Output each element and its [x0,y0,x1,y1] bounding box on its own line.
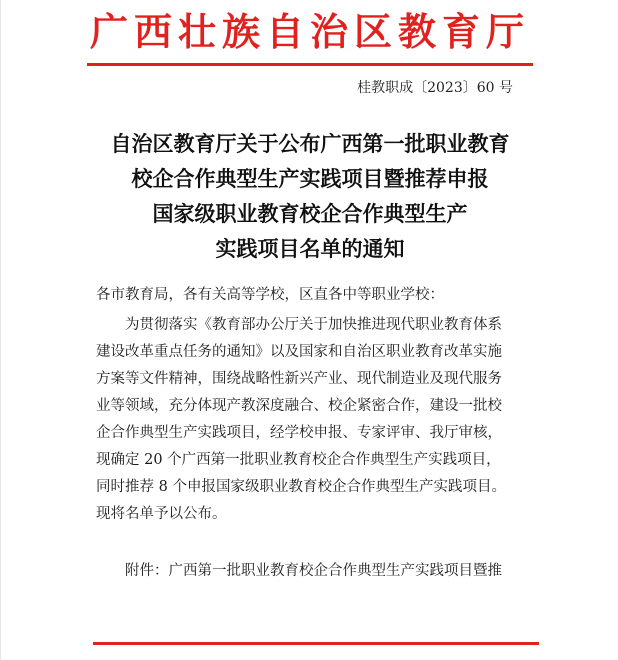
title-line: 校企合作典型生产实践项目暨推荐申报 [131,166,489,191]
salutation: 各市教育局，各有关高等学校，区直各中等职业学校： [96,287,444,303]
masthead-title: 广西壮族自治区教育厅 [89,9,530,54]
body-paragraph [96,312,536,528]
body-line: 现将名单予以公布。 [96,506,227,522]
notice-title [61,126,559,266]
title-line: 国家级职业教育校企合作典型生产 [152,201,468,226]
footer-red-rule [93,642,539,645]
document-number: 桂教职成〔2023〕60 号 [357,80,513,96]
body-line: 企合作典型生产实践项目，经学校申报、专家评审、我厅审核， [96,425,502,441]
attachment-line: 附件：广西第一批职业教育校企合作典型生产实践项目暨推 [125,563,502,579]
body-line: 同时推荐 8 个申报国家级职业教育校企合作典型生产实践项目。 [96,479,506,495]
body-line: 为贯彻落实《教育部办公厅关于加快推进现代职业教育体系 [125,317,502,333]
body-line: 方案等文件精神，围绕战略性新兴产业、现代制造业及现代服务 [96,371,502,387]
masthead-red-rule [87,63,533,66]
body-line: 建设改革重点任务的通知》以及国家和自治区职业教育改革实施 [96,344,502,360]
body-line: 现确定 20 个广西第一批职业教育校企合作典型生产实践项目， [96,452,501,468]
body-line: 业等领域，充分体现产教深度融合、校企紧密合作，建设一批校 [96,398,502,414]
title-line: 自治区教育厅关于公布广西第一批职业教育 [110,131,510,156]
title-line: 实践项目名单的通知 [215,236,405,261]
